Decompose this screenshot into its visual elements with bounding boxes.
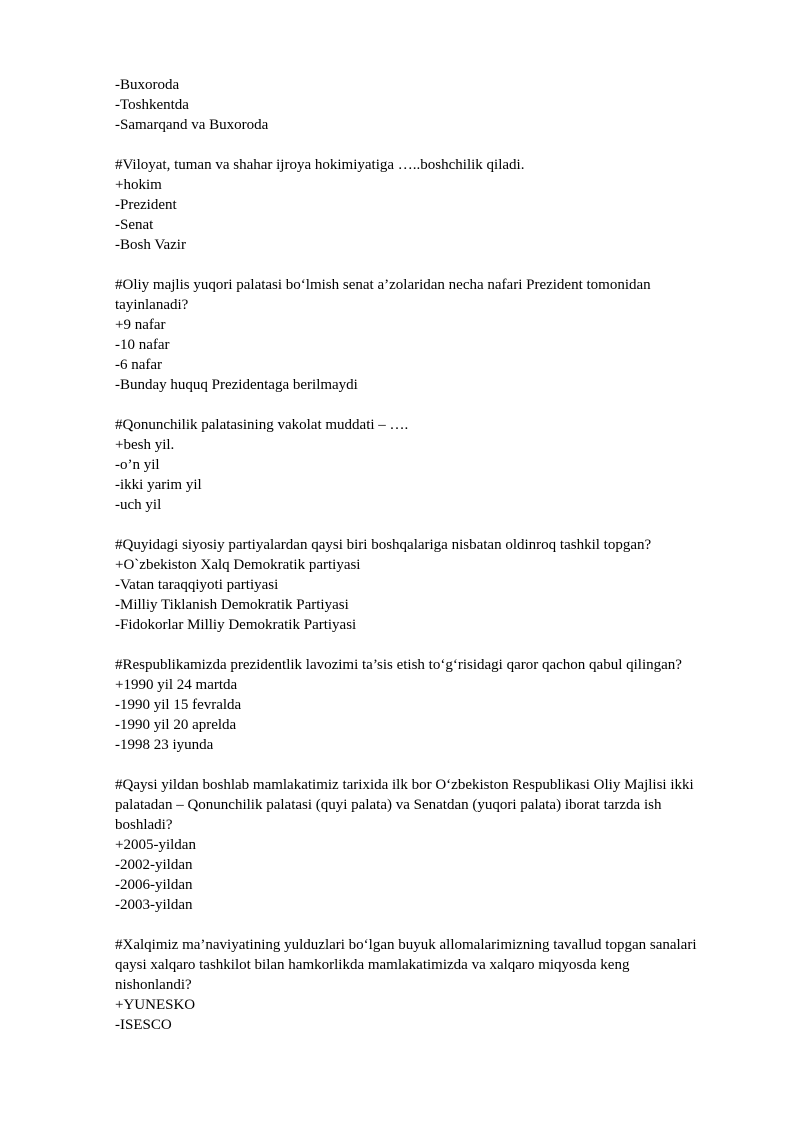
answer-option: -ISESCO	[115, 1017, 172, 1033]
answer-option: -10 nafar	[115, 337, 170, 353]
question-text: #Qonunchilik palatasining vakolat muddati – ….	[115, 417, 409, 433]
answer-option: -Toshkentda	[115, 97, 189, 113]
answer-option: -Bunday huquq Prezidentaga berilmaydi	[115, 377, 358, 393]
answer-option: -Vatan taraqqiyoti partiyasi	[115, 577, 279, 593]
answer-option: +hokim	[115, 177, 162, 193]
answer-option: +9 nafar	[115, 317, 166, 333]
answer-option: -2006-yildan	[115, 877, 193, 893]
question-block	[115, 155, 755, 255]
question-text: boshladi?	[115, 817, 173, 833]
question-block	[115, 75, 755, 135]
answer-option: -2003-yildan	[115, 897, 193, 913]
question-block	[115, 275, 755, 395]
question-text: #Xalqimiz ma’naviyatining yulduzlari bo‘lgan buyuk allomalarimizning tavallud topgan sanalari	[115, 937, 697, 953]
question-block	[115, 655, 755, 755]
answer-option: +YUNESKO	[115, 997, 196, 1013]
answer-option: -Senat	[115, 217, 154, 233]
question-block	[115, 415, 755, 515]
answer-option: -Samarqand va Buxoroda	[115, 117, 269, 133]
answer-option: -ikki yarim yil	[115, 477, 202, 493]
question-block	[115, 775, 755, 915]
answer-option: -Milliy Tiklanish Demokratik Partiyasi	[115, 597, 349, 613]
answer-option: -Prezident	[115, 197, 177, 213]
question-block	[115, 535, 755, 635]
question-block	[115, 935, 755, 1035]
answer-option: +1990 yil 24 martda	[115, 677, 238, 693]
answer-option: +2005-yildan	[115, 837, 196, 853]
answer-option: -1998 23 iyunda	[115, 737, 214, 753]
question-text: tayinlanadi?	[115, 297, 189, 313]
answer-option: -Buxoroda	[115, 77, 180, 93]
answer-option: -2002-yildan	[115, 857, 193, 873]
question-text: #Respublikamizda prezidentlik lavozimi ta’sis etish to‘g‘risidagi qaror qachon qabul qilingan?	[115, 657, 682, 673]
question-text: nishonlandi?	[115, 977, 192, 993]
answer-option: -1990 yil 15 fevralda	[115, 697, 242, 713]
answer-option: -Fidokorlar Milliy Demokratik Partiyasi	[115, 617, 357, 633]
question-text: #Qaysi yildan boshlab mamlakatimiz tarixida ilk bor O‘zbekiston Respublikasi Oliy Majlisi ikki	[115, 777, 694, 793]
question-text: #Oliy majlis yuqori palatasi bo‘lmish senat a’zolaridan necha nafari Prezident tomonidan	[115, 277, 651, 293]
answer-option: +besh yil.	[115, 437, 175, 453]
document-page	[115, 75, 755, 1055]
question-text: palatadan – Qonunchilik palatasi (quyi palata) va Senatdan (yuqori palata) iborat tarzda ish	[115, 797, 662, 813]
question-text: qaysi xalqaro tashkilot bilan hamkorlikda mamlakatimizda va xalqaro miqyosda keng	[115, 957, 630, 973]
answer-option: -Bosh Vazir	[115, 237, 186, 253]
answer-option: -uch yil	[115, 497, 162, 513]
answer-option: -1990 yil 20 aprelda	[115, 717, 237, 733]
answer-option: +O`zbekiston Xalq Demokratik partiyasi	[115, 557, 361, 573]
question-text: #Viloyat, tuman va shahar ijroya hokimiyatiga …..boshchilik qiladi.	[115, 157, 525, 173]
answer-option: -6 nafar	[115, 357, 163, 373]
answer-option: -o’n yil	[115, 457, 160, 473]
question-text: #Quyidagi siyosiy partiyalardan qaysi biri boshqalariga nisbatan oldinroq tashkil topgan?	[115, 537, 652, 553]
